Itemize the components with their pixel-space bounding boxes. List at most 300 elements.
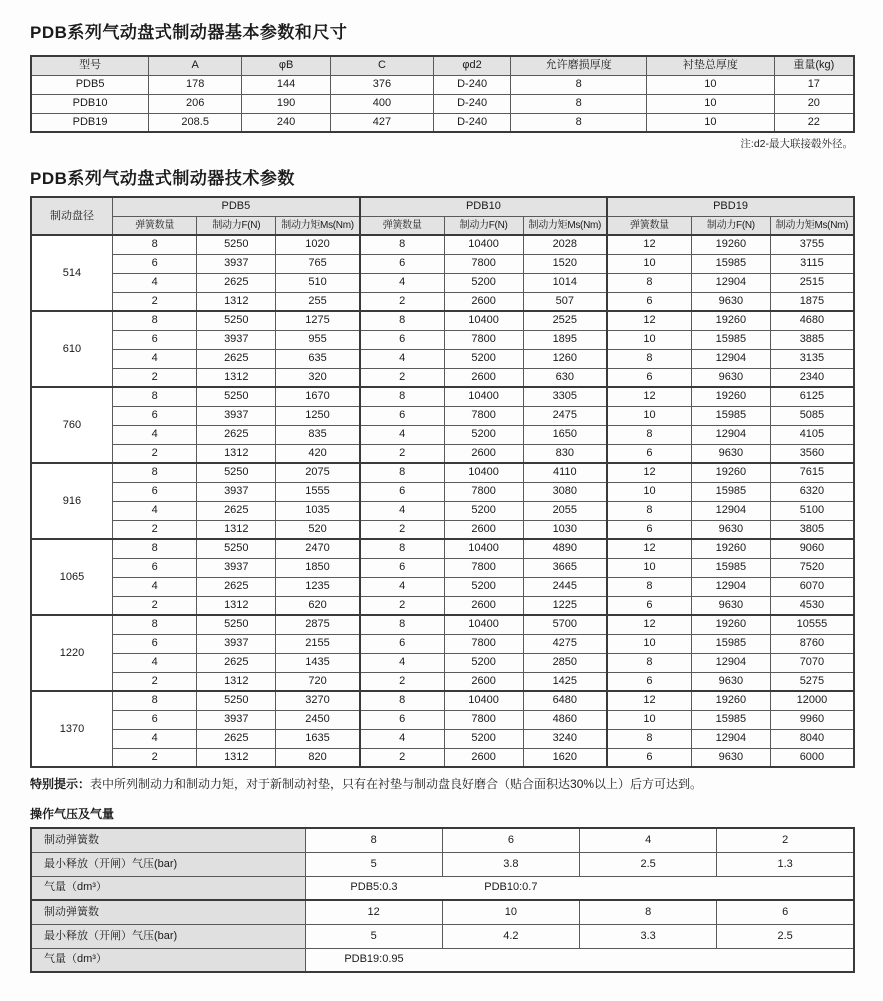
value-cell: 5 — [305, 924, 442, 948]
value-cell: 8 — [112, 691, 196, 710]
subheader-cell: 制动力F(N) — [691, 216, 770, 235]
table-row — [31, 254, 854, 273]
value-cell: 5700 — [523, 615, 607, 634]
value-cell: 6 — [360, 406, 444, 425]
value-cell: 8 — [607, 501, 691, 520]
value-cell: 10 — [647, 94, 775, 113]
table-row — [31, 444, 854, 463]
disc-diameter-cell: 760 — [31, 387, 112, 463]
value-cell: 10 — [607, 558, 691, 577]
value-cell: 5200 — [444, 653, 523, 672]
value-cell: 4 — [112, 577, 196, 596]
value-cell: 6000 — [770, 748, 854, 767]
value-cell: 15985 — [691, 558, 770, 577]
table-row — [31, 368, 854, 387]
value-cell: 8 — [511, 75, 647, 94]
header-wear-thickness: 允许磨损厚度 — [511, 56, 647, 75]
value-cell: 5200 — [444, 729, 523, 748]
model-cell: PDB10 — [31, 94, 149, 113]
group-header-pbd19: PBD19 — [607, 197, 854, 216]
value-cell: 5100 — [770, 501, 854, 520]
value-cell: 2625 — [197, 349, 276, 368]
value-cell: 8 — [112, 615, 196, 634]
value-cell: 6 — [360, 634, 444, 653]
value-cell: 8760 — [770, 634, 854, 653]
value-cell: 3885 — [770, 330, 854, 349]
value-cell: 8 — [112, 539, 196, 558]
value-cell: 19260 — [691, 235, 770, 254]
value-cell: 2600 — [444, 520, 523, 539]
value-cell: 8 — [511, 113, 647, 132]
table-row — [31, 729, 854, 748]
value-cell: 12 — [607, 539, 691, 558]
value-cell: 1850 — [276, 558, 360, 577]
value-cell: 6 — [112, 254, 196, 273]
group-header-row — [31, 197, 854, 216]
value-cell: 1635 — [276, 729, 360, 748]
table-row — [31, 406, 854, 425]
value-cell: 3135 — [770, 349, 854, 368]
basic-table-body — [31, 75, 854, 132]
value-cell: 2 — [360, 444, 444, 463]
value-cell: 2 — [360, 520, 444, 539]
value-cell: 420 — [276, 444, 360, 463]
value-cell: 12904 — [691, 501, 770, 520]
pressure-volume-table — [30, 827, 855, 973]
value-cell: 15985 — [691, 406, 770, 425]
technical-parameters-title: PDB系列气动盘式制动器技术参数 — [30, 169, 295, 188]
subheader-row — [31, 216, 854, 235]
value-cell: 206 — [149, 94, 242, 113]
table-row — [31, 501, 854, 520]
disc-diameter-cell: 1220 — [31, 615, 112, 691]
value-cell: 144 — [242, 75, 331, 94]
value-cell: 12904 — [691, 729, 770, 748]
value-cell: 2450 — [276, 710, 360, 729]
value-cell: 8040 — [770, 729, 854, 748]
table-row — [31, 330, 854, 349]
value-cell: 9630 — [691, 672, 770, 691]
value-cell: 10400 — [444, 463, 523, 482]
value-cell: 5250 — [197, 235, 276, 254]
value-cell: 5085 — [770, 406, 854, 425]
value-cell: 2445 — [523, 577, 607, 596]
value-cell: 2625 — [197, 653, 276, 672]
value-cell: 320 — [276, 368, 360, 387]
value-cell: 255 — [276, 292, 360, 311]
table-row — [31, 113, 854, 132]
table-row — [31, 311, 854, 330]
value-cell: 6 — [607, 520, 691, 539]
value-cell: 19260 — [691, 615, 770, 634]
air-volume-value: PDB10:0.7 — [484, 881, 538, 894]
value-cell: 4 — [360, 729, 444, 748]
value-cell: 9630 — [691, 444, 770, 463]
header-weight: 重量(kg) — [774, 56, 854, 75]
value-cell: 5250 — [197, 539, 276, 558]
value-cell: 4 — [360, 273, 444, 292]
disc-diameter-cell: 1065 — [31, 539, 112, 615]
table-row — [31, 634, 854, 653]
table-row — [31, 748, 854, 767]
special-note-text: 表中所列制动力和制动力矩，对于新制动衬垫，只有在衬垫与制动盘良好磨合（贴合面积达30%以上）后方可达到。 — [90, 777, 703, 791]
value-cell: 1235 — [276, 577, 360, 596]
value-cell: 3937 — [197, 406, 276, 425]
value-cell: 1014 — [523, 273, 607, 292]
subheader-cell: 制动力矩Ms(Nm) — [276, 216, 360, 235]
value-cell: 190 — [242, 94, 331, 113]
value-cell: 620 — [276, 596, 360, 615]
value-cell: 2625 — [197, 577, 276, 596]
value-cell: 3937 — [197, 254, 276, 273]
value-cell: 2 — [360, 596, 444, 615]
row-label-cell: 气量（dm³） — [31, 948, 305, 972]
table-row — [31, 653, 854, 672]
value-cell: 8 — [607, 349, 691, 368]
value-cell: 8 — [360, 387, 444, 406]
value-cell: 9630 — [691, 368, 770, 387]
value-cell: 1250 — [276, 406, 360, 425]
value-cell: 19260 — [691, 691, 770, 710]
value-cell: 2 — [112, 292, 196, 311]
table-row — [31, 292, 854, 311]
value-cell: 1030 — [523, 520, 607, 539]
table-row — [31, 558, 854, 577]
merged-air-volume-cell — [305, 876, 854, 900]
value-cell: 520 — [276, 520, 360, 539]
table-row — [31, 577, 854, 596]
value-cell: 3305 — [523, 387, 607, 406]
value-cell: 376 — [331, 75, 434, 94]
value-cell: 15985 — [691, 254, 770, 273]
value-cell: 2055 — [523, 501, 607, 520]
table-row — [31, 852, 854, 876]
table-row — [31, 828, 854, 852]
value-cell: 12 — [607, 463, 691, 482]
value-cell: 4890 — [523, 539, 607, 558]
row-label-cell: 气量（dm³） — [31, 876, 305, 900]
value-cell: 2600 — [444, 444, 523, 463]
value-cell: 2470 — [276, 539, 360, 558]
value-cell: 8 — [360, 235, 444, 254]
value-cell: D-240 — [433, 94, 510, 113]
value-cell: 1312 — [197, 368, 276, 387]
value-cell: 1312 — [197, 444, 276, 463]
value-cell: 400 — [331, 94, 434, 113]
group-header-pdb10: PDB10 — [360, 197, 607, 216]
value-cell: 5200 — [444, 349, 523, 368]
value-cell: 10 — [607, 330, 691, 349]
value-cell: 178 — [149, 75, 242, 94]
value-cell: 5200 — [444, 425, 523, 444]
value-cell: 4 — [360, 577, 444, 596]
table-row — [31, 75, 854, 94]
value-cell: 3665 — [523, 558, 607, 577]
d2-footnote: 注:d2-最大联接毂外径。 — [740, 138, 853, 150]
value-cell: 5200 — [444, 501, 523, 520]
value-cell: 4.2 — [442, 924, 579, 948]
value-cell: 12 — [607, 235, 691, 254]
value-cell: 7800 — [444, 406, 523, 425]
value-cell: 2625 — [197, 501, 276, 520]
value-cell: 2625 — [197, 273, 276, 292]
value-cell: 6 — [360, 330, 444, 349]
value-cell: 3.8 — [442, 852, 579, 876]
disc-diameter-cell: 916 — [31, 463, 112, 539]
value-cell: 8 — [607, 577, 691, 596]
value-cell: 2 — [360, 368, 444, 387]
table-row — [31, 387, 854, 406]
value-cell: 2.5 — [580, 852, 717, 876]
value-cell: 12904 — [691, 425, 770, 444]
disc-diameter-cell: 1370 — [31, 691, 112, 767]
value-cell: 2028 — [523, 235, 607, 254]
value-cell: 1620 — [523, 748, 607, 767]
table-row — [31, 596, 854, 615]
row-label-cell: 最小释放（开闸）气压(bar) — [31, 924, 305, 948]
value-cell: 6480 — [523, 691, 607, 710]
value-cell: 2 — [717, 828, 854, 852]
value-cell: 1225 — [523, 596, 607, 615]
table-row — [31, 672, 854, 691]
header-model: 型号 — [31, 56, 149, 75]
table-row — [31, 425, 854, 444]
value-cell: 6 — [112, 482, 196, 501]
value-cell: 10400 — [444, 235, 523, 254]
value-cell: 1312 — [197, 292, 276, 311]
value-cell: 10400 — [444, 691, 523, 710]
value-cell: 1260 — [523, 349, 607, 368]
value-cell: 5200 — [444, 577, 523, 596]
value-cell: 2625 — [197, 729, 276, 748]
value-cell: 4 — [580, 828, 717, 852]
value-cell: 2340 — [770, 368, 854, 387]
value-cell: 6 — [112, 406, 196, 425]
row-label-cell: 最小释放（开闸）气压(bar) — [31, 852, 305, 876]
value-cell: 2600 — [444, 672, 523, 691]
disc-diameter-cell: 514 — [31, 235, 112, 311]
header-row — [31, 56, 854, 75]
value-cell: 720 — [276, 672, 360, 691]
value-cell: 15985 — [691, 482, 770, 501]
pressure-volume-heading: 操作气压及气量 — [30, 807, 115, 821]
tech-table-body — [31, 235, 854, 767]
value-cell: 8 — [607, 425, 691, 444]
value-cell: 2850 — [523, 653, 607, 672]
value-cell: 4 — [360, 349, 444, 368]
value-cell: 6 — [360, 482, 444, 501]
value-cell: 10 — [647, 113, 775, 132]
header-a: A — [149, 56, 242, 75]
value-cell: 1425 — [523, 672, 607, 691]
value-cell: 830 — [523, 444, 607, 463]
value-cell: 9630 — [691, 748, 770, 767]
value-cell: 8 — [360, 311, 444, 330]
subheader-cell: 弹簧数量 — [112, 216, 196, 235]
value-cell: 1312 — [197, 748, 276, 767]
table-row — [31, 876, 854, 900]
value-cell: 10 — [647, 75, 775, 94]
value-cell: 5250 — [197, 691, 276, 710]
value-cell: 2 — [360, 672, 444, 691]
table-row — [31, 948, 854, 972]
value-cell: 7520 — [770, 558, 854, 577]
value-cell: 5250 — [197, 463, 276, 482]
value-cell: 9630 — [691, 596, 770, 615]
value-cell: 2 — [112, 520, 196, 539]
value-cell: 10 — [607, 254, 691, 273]
value-cell: 4275 — [523, 634, 607, 653]
value-cell: 1555 — [276, 482, 360, 501]
value-cell: 3270 — [276, 691, 360, 710]
value-cell: 10 — [607, 406, 691, 425]
value-cell: 4110 — [523, 463, 607, 482]
value-cell: 9630 — [691, 292, 770, 311]
value-cell: 6070 — [770, 577, 854, 596]
value-cell: 15985 — [691, 710, 770, 729]
basic-parameters-title: PDB系列气动盘式制动器基本参数和尺寸 — [30, 23, 348, 42]
value-cell: 12 — [607, 387, 691, 406]
value-cell: 5200 — [444, 273, 523, 292]
value-cell: 19260 — [691, 311, 770, 330]
table-row — [31, 539, 854, 558]
pv-table-body — [31, 828, 854, 972]
value-cell: 6 — [607, 748, 691, 767]
value-cell: 4 — [112, 729, 196, 748]
value-cell: 427 — [331, 113, 434, 132]
value-cell: 5 — [305, 852, 442, 876]
value-cell: 1435 — [276, 653, 360, 672]
value-cell: 507 — [523, 292, 607, 311]
value-cell: 4 — [112, 501, 196, 520]
disc-diameter-cell: 610 — [31, 311, 112, 387]
value-cell: 3937 — [197, 330, 276, 349]
model-cell: PDB19 — [31, 113, 149, 132]
value-cell: 7800 — [444, 710, 523, 729]
value-cell: 12 — [305, 900, 442, 924]
value-cell: 7800 — [444, 330, 523, 349]
value-cell: 1650 — [523, 425, 607, 444]
value-cell: 10400 — [444, 311, 523, 330]
special-note-label: 特别提示： — [30, 777, 91, 791]
merged-air-volume-cell — [305, 948, 854, 972]
value-cell: 3.3 — [580, 924, 717, 948]
value-cell: 2 — [112, 748, 196, 767]
air-volume-value: PDB19:0.95 — [344, 953, 404, 966]
value-cell: 1312 — [197, 520, 276, 539]
table-row — [31, 691, 854, 710]
value-cell: 6 — [442, 828, 579, 852]
value-cell: 4860 — [523, 710, 607, 729]
value-cell: 2 — [360, 748, 444, 767]
value-cell: 2525 — [523, 311, 607, 330]
value-cell: 6 — [360, 710, 444, 729]
table-row — [31, 94, 854, 113]
value-cell: 7800 — [444, 558, 523, 577]
value-cell: 6 — [360, 558, 444, 577]
value-cell: 6320 — [770, 482, 854, 501]
subheader-cell: 制动力F(N) — [197, 216, 276, 235]
value-cell: 8 — [580, 900, 717, 924]
value-cell: 6 — [607, 292, 691, 311]
value-cell: 10 — [607, 634, 691, 653]
value-cell: 6 — [717, 900, 854, 924]
value-cell: 10 — [607, 710, 691, 729]
value-cell: 208.5 — [149, 113, 242, 132]
value-cell: D-240 — [433, 113, 510, 132]
value-cell: 8 — [305, 828, 442, 852]
value-cell: 6 — [607, 368, 691, 387]
value-cell: 240 — [242, 113, 331, 132]
value-cell: 1875 — [770, 292, 854, 311]
value-cell: 9960 — [770, 710, 854, 729]
value-cell: 1312 — [197, 596, 276, 615]
value-cell: 3240 — [523, 729, 607, 748]
value-cell: 8 — [112, 463, 196, 482]
value-cell: 2600 — [444, 292, 523, 311]
special-note — [30, 775, 855, 792]
value-cell: 835 — [276, 425, 360, 444]
value-cell: 4 — [112, 273, 196, 292]
value-cell: 5250 — [197, 387, 276, 406]
value-cell: 1020 — [276, 235, 360, 254]
value-cell: 5250 — [197, 311, 276, 330]
value-cell: 19260 — [691, 387, 770, 406]
group-header-pdb5: PDB5 — [112, 197, 359, 216]
value-cell: 9060 — [770, 539, 854, 558]
value-cell: 6 — [112, 558, 196, 577]
value-cell: 2155 — [276, 634, 360, 653]
value-cell: 7070 — [770, 653, 854, 672]
header-phi-d2: φd2 — [433, 56, 510, 75]
table-row — [31, 482, 854, 501]
table-row — [31, 463, 854, 482]
value-cell: 7800 — [444, 482, 523, 501]
value-cell: 3115 — [770, 254, 854, 273]
table-row — [31, 924, 854, 948]
value-cell: D-240 — [433, 75, 510, 94]
value-cell: 3937 — [197, 710, 276, 729]
value-cell: 2 — [112, 368, 196, 387]
subheader-cell: 弹簧数量 — [607, 216, 691, 235]
value-cell: 6 — [112, 634, 196, 653]
value-cell: 2625 — [197, 425, 276, 444]
value-cell: 2475 — [523, 406, 607, 425]
value-cell: 12904 — [691, 653, 770, 672]
value-cell: 1275 — [276, 311, 360, 330]
value-cell: 4 — [360, 653, 444, 672]
value-cell: 10400 — [444, 615, 523, 634]
value-cell: 1035 — [276, 501, 360, 520]
table-row — [31, 710, 854, 729]
value-cell: 2600 — [444, 596, 523, 615]
header-c: C — [331, 56, 434, 75]
value-cell: 6125 — [770, 387, 854, 406]
value-cell: 15985 — [691, 330, 770, 349]
value-cell: 7800 — [444, 634, 523, 653]
value-cell: 3755 — [770, 235, 854, 254]
value-cell: 10555 — [770, 615, 854, 634]
value-cell: 2 — [360, 292, 444, 311]
value-cell: 6 — [607, 596, 691, 615]
value-cell: 3937 — [197, 482, 276, 501]
value-cell: 8 — [112, 235, 196, 254]
value-cell: 6 — [112, 710, 196, 729]
table-row — [31, 273, 854, 292]
table-row — [31, 615, 854, 634]
value-cell: 2.5 — [717, 924, 854, 948]
value-cell: 20 — [774, 94, 854, 113]
